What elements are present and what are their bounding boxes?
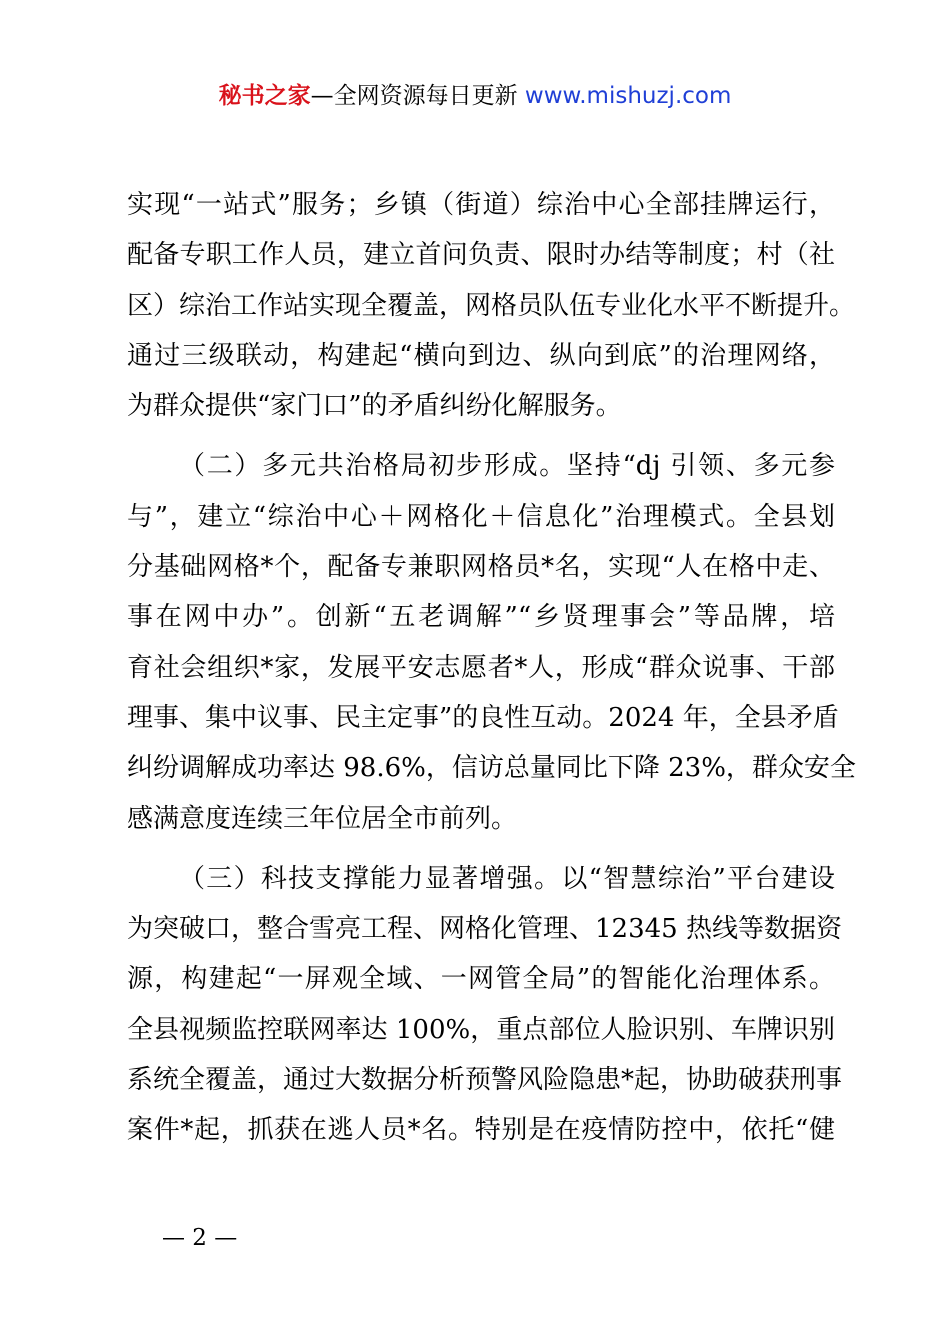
page-number: — 2 —	[162, 1225, 238, 1251]
paragraph-3	[127, 854, 843, 1156]
text-line: 系统全覆盖，通过大数据分析预警风险隐患*起，协助破获刑事	[127, 1065, 843, 1096]
paragraph-2	[127, 441, 856, 843]
site-brand: 秘书之家	[218, 83, 311, 109]
text-line: 配备专职工作人员，建立首问负责、限时办结等制度；村（社	[127, 240, 835, 271]
paragraph-1	[127, 180, 856, 431]
site-url[interactable]: www.mishuzj.com	[524, 83, 732, 109]
text-line: 源，构建起“一屏观全域、一网管全局”的智能化治理体系。	[127, 964, 835, 995]
text-line: 全县视频监控联网率达 100%，重点部位人脸识别、车牌识别	[127, 1014, 835, 1045]
text-line: （三）科技支撑能力显著增强。以“智慧综治”平台建设	[179, 863, 835, 894]
site-slogan: —全网资源每日更新	[310, 83, 518, 109]
text-line: 为群众提供“家门口”的矛盾纠纷化解服务。	[127, 391, 622, 422]
page-header	[0, 80, 950, 112]
text-line: 分基础网格*个，配备专兼职网格员*名，实现“人在格中走、	[127, 552, 835, 583]
text-line: 事在网中办”。创新“五老调解”“乡贤理事会”等品牌，培	[127, 602, 835, 633]
text-line: 育社会组织*家，发展平安志愿者*人，形成“群众说事、干部	[127, 652, 835, 683]
document-body	[127, 180, 856, 1166]
text-line: 案件*起，抓获在逃人员*名。特别是在疫情防控中，依托“健	[127, 1115, 835, 1146]
text-line: 纠纷调解成功率达 98.6%，信访总量同比下降 23%，群众安全	[127, 753, 856, 784]
text-line: 为突破口，整合雪亮工程、网格化管理、12345 热线等数据资	[127, 914, 842, 945]
text-line: 实现“一站式”服务；乡镇（街道）综治中心全部挂牌运行，	[127, 190, 835, 220]
text-line: 与”，建立“综治中心＋网格化＋信息化”治理模式。全县划	[127, 501, 835, 532]
text-line: 理事、集中议事、民主定事”的良性互动。2024 年，全县矛盾	[127, 702, 839, 733]
text-line: 感满意度连续三年位居全市前列。	[127, 803, 518, 834]
text-line: 通过三级联动，构建起“横向到边、纵向到底”的治理网络，	[127, 340, 835, 371]
text-line: （二）多元共治格局初步形成。坚持“dj 引领、多元参	[179, 451, 835, 482]
text-line: 区）综治工作站实现全覆盖，网格员队伍专业化水平不断提升。	[127, 290, 856, 321]
